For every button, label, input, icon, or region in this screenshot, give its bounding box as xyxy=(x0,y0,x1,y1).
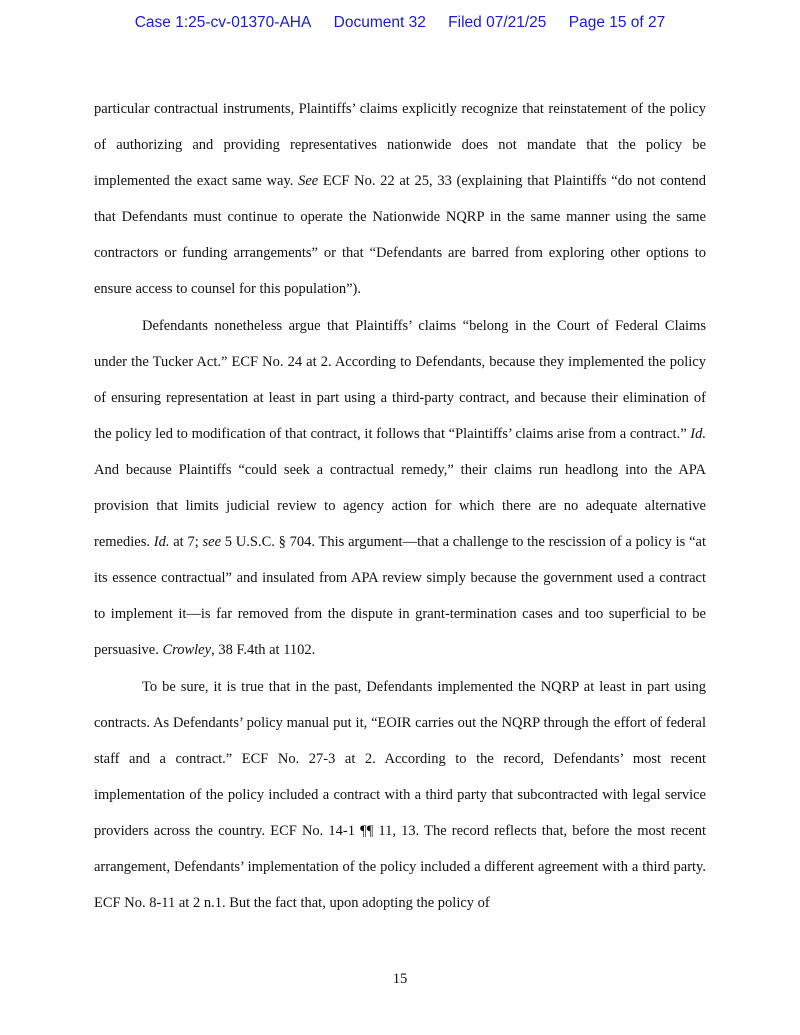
text-run: at 7; xyxy=(169,534,203,551)
citation-italic: See xyxy=(298,173,319,190)
page-number: 15 xyxy=(392,971,408,987)
citation-italic: Id. xyxy=(153,534,170,551)
text-run: To be sure, it is true that in the past, Defendants implemented the NQRP at least in part using contracts. As Defendants’ policy manual put it, “EOIR carries out the NQRP through the effort of federal staff and a contract.” ECF No. 27-3 at 2. According to the record, Defendants’ most recent implementation of the policy included a contract with a third party that subcontracted with legal service providers across the country. ECF No. 14-1 ¶¶ 11, 13. The record reflects that, before the most recent arrangement, Defendants’ implementation of the policy included a different agreement with a third party. ECF No. 8-11 at 2 n.1. But the fact that, upon adopting the policy of xyxy=(94,678,706,912)
text-run: particular contractual instruments, Plaintiffs’ claims explicitly recognize that reinstatement of the policy of authorizing and providing representatives nationwide does not mandate that the policy be implemented the exact same way. xyxy=(94,101,706,190)
case-number: Case 1:25-cv-01370-AHA xyxy=(134,14,312,31)
paragraph xyxy=(94,669,706,922)
page-count: Page 15 of 27 xyxy=(568,14,666,31)
text-run: Defendants nonetheless argue that Plaintiffs’ claims “belong in the Court of Federal Claims under the Tucker Act.” ECF No. 24 at 2. According to Defendants, because they implemented the policy of ensuring representation at least in part using a third-party contract, and because their elimination of the policy led to modification of that contract, it follows that “Plaintiffs’ claims arise from a contract.” xyxy=(94,317,706,442)
text-run: 5 U.S.C. § 704. This argument—that a challenge to the rescission of a policy is “at its essence contractual” and insulated from APA review simply because the government used a contract to implement it—is far removed from the dispute in grant-termination cases and too superficial to be persuasive. xyxy=(94,534,706,659)
text-run: , 38 F.4th at 1102. xyxy=(211,642,316,659)
filed-date: Filed 07/21/25 xyxy=(448,14,547,31)
citation-italic: see xyxy=(202,534,222,551)
text-run: And because Plaintiffs “could seek a contractual remedy,” their claims run headlong into the APA provision that limits judicial review to agency action for which there are no adequate alternative remedies. xyxy=(94,461,706,551)
document-body xyxy=(94,91,706,921)
document-number: Document 32 xyxy=(333,14,426,31)
citation-italic: Crowley xyxy=(162,642,212,659)
text-run: ECF No. 22 at 25, 33 (explaining that Plaintiffs “do not contend that Defendants must continue to operate the Nationwide NQRP in the same manner using the same contractors or funding arrangements” or that “Defendants are barred from exploring other options to ensure access to counsel for this population”). xyxy=(94,173,706,298)
ecf-header xyxy=(0,14,800,32)
citation-italic: Id. xyxy=(690,425,706,442)
paragraph xyxy=(94,91,706,308)
paragraph xyxy=(94,308,706,669)
